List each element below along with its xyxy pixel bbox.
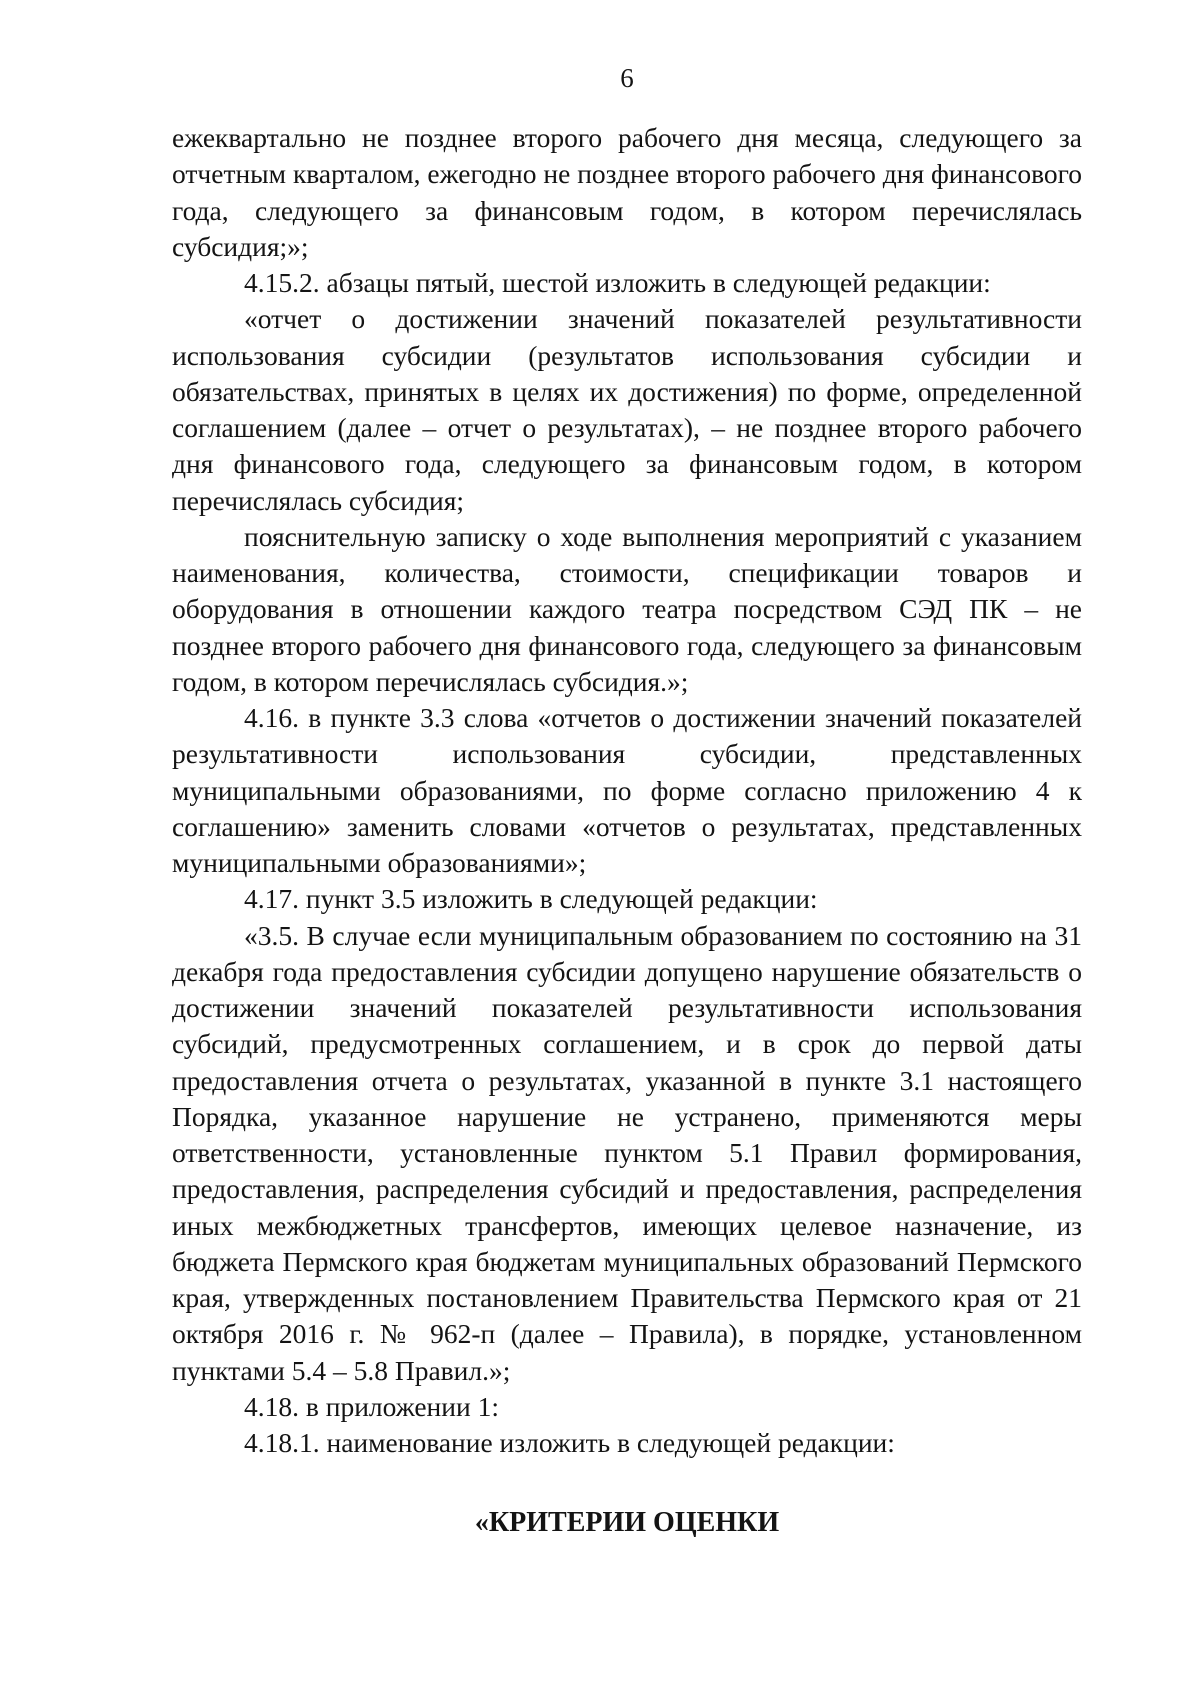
document-body <box>172 120 1082 1461</box>
paragraph-4-18-1: 4.18.1. наименование изложить в следующей редакции: <box>244 1427 895 1458</box>
paragraph-report-results: «отчет о достижении значений показателей результативности использования субсидии (результатов использования субсидии и обязательствах, принятых в целях их достижения) по форме, определенной соглашением (далее – отчет о результатах), – не позднее второго рабочего дня финансового года, следующего за финансовым годом, в котором перечислялась субсидия; <box>172 303 1082 516</box>
paragraph-4-18: 4.18. в приложении 1: <box>244 1390 499 1422</box>
paragraph-3-5: «3.5. В случае если муниципальным образованием по состоянию на 31 декабря года предоставления субсидии допущено нарушение обязательств о достижении значений показателей результативности использования субсидий, предусмотренных соглашением, и в срок до первой даты предоставления отчета о результатах, указанной в пункте 3.1 настоящего Порядка, указанное нарушение не устранено, применяются меры ответственности, установленные пунктом 5.1 Правил формирования, предоставления, распределения субсидий и предоставления, распределения иных межбюджетных трансфертов, имеющих целевое назначение, из бюджета Пермского края бюджетам муниципальных образований Пермского края, утвержденных постановлением Правительства Пермского края от 21 октября 2016 г. № 962-п (далее – Правила), в порядке, установленном пунктами 5.4 – 5.8 Правил.»; <box>172 919 1082 1386</box>
paragraph-4-16: 4.16. в пункте 3.3 слова «отчетов о достижении значений показателей результативности использования субсидии, представленных муниципальными образованиями, по форме согласно приложению 4 к соглашению» заменить словами «отчетов о результатах, представленных муниципальными образованиями»; <box>172 702 1082 878</box>
paragraph-4-17: 4.17. пункт 3.5 изложить в следующей редакции: <box>244 883 818 915</box>
paragraph-explanatory-note: пояснительную записку о ходе выполнения мероприятий с указанием наименования, количества, стоимости, спецификации товаров и оборудования в отношении каждого театра посредством СЭД ПК – не позднее второго рабочего дня финансового года, следующего за финансовым годом, в котором перечислялась субсидия.»; <box>172 520 1082 697</box>
section-heading: «КРИТЕРИИ ОЦЕНКИ <box>474 1507 780 1538</box>
paragraph-continuation: ежеквартально не позднее второго рабочего дня месяца, следующего за отчетным кварталом, ежегодно не позднее второго рабочего дня финансового года, следующего за финансовым годом, в котором перечислялась субсидия;»; <box>172 122 1082 262</box>
page-number: 6 <box>620 63 634 93</box>
paragraph-4-15-2: 4.15.2. абзацы пятый, шестой изложить в следующей редакции: <box>244 267 991 298</box>
